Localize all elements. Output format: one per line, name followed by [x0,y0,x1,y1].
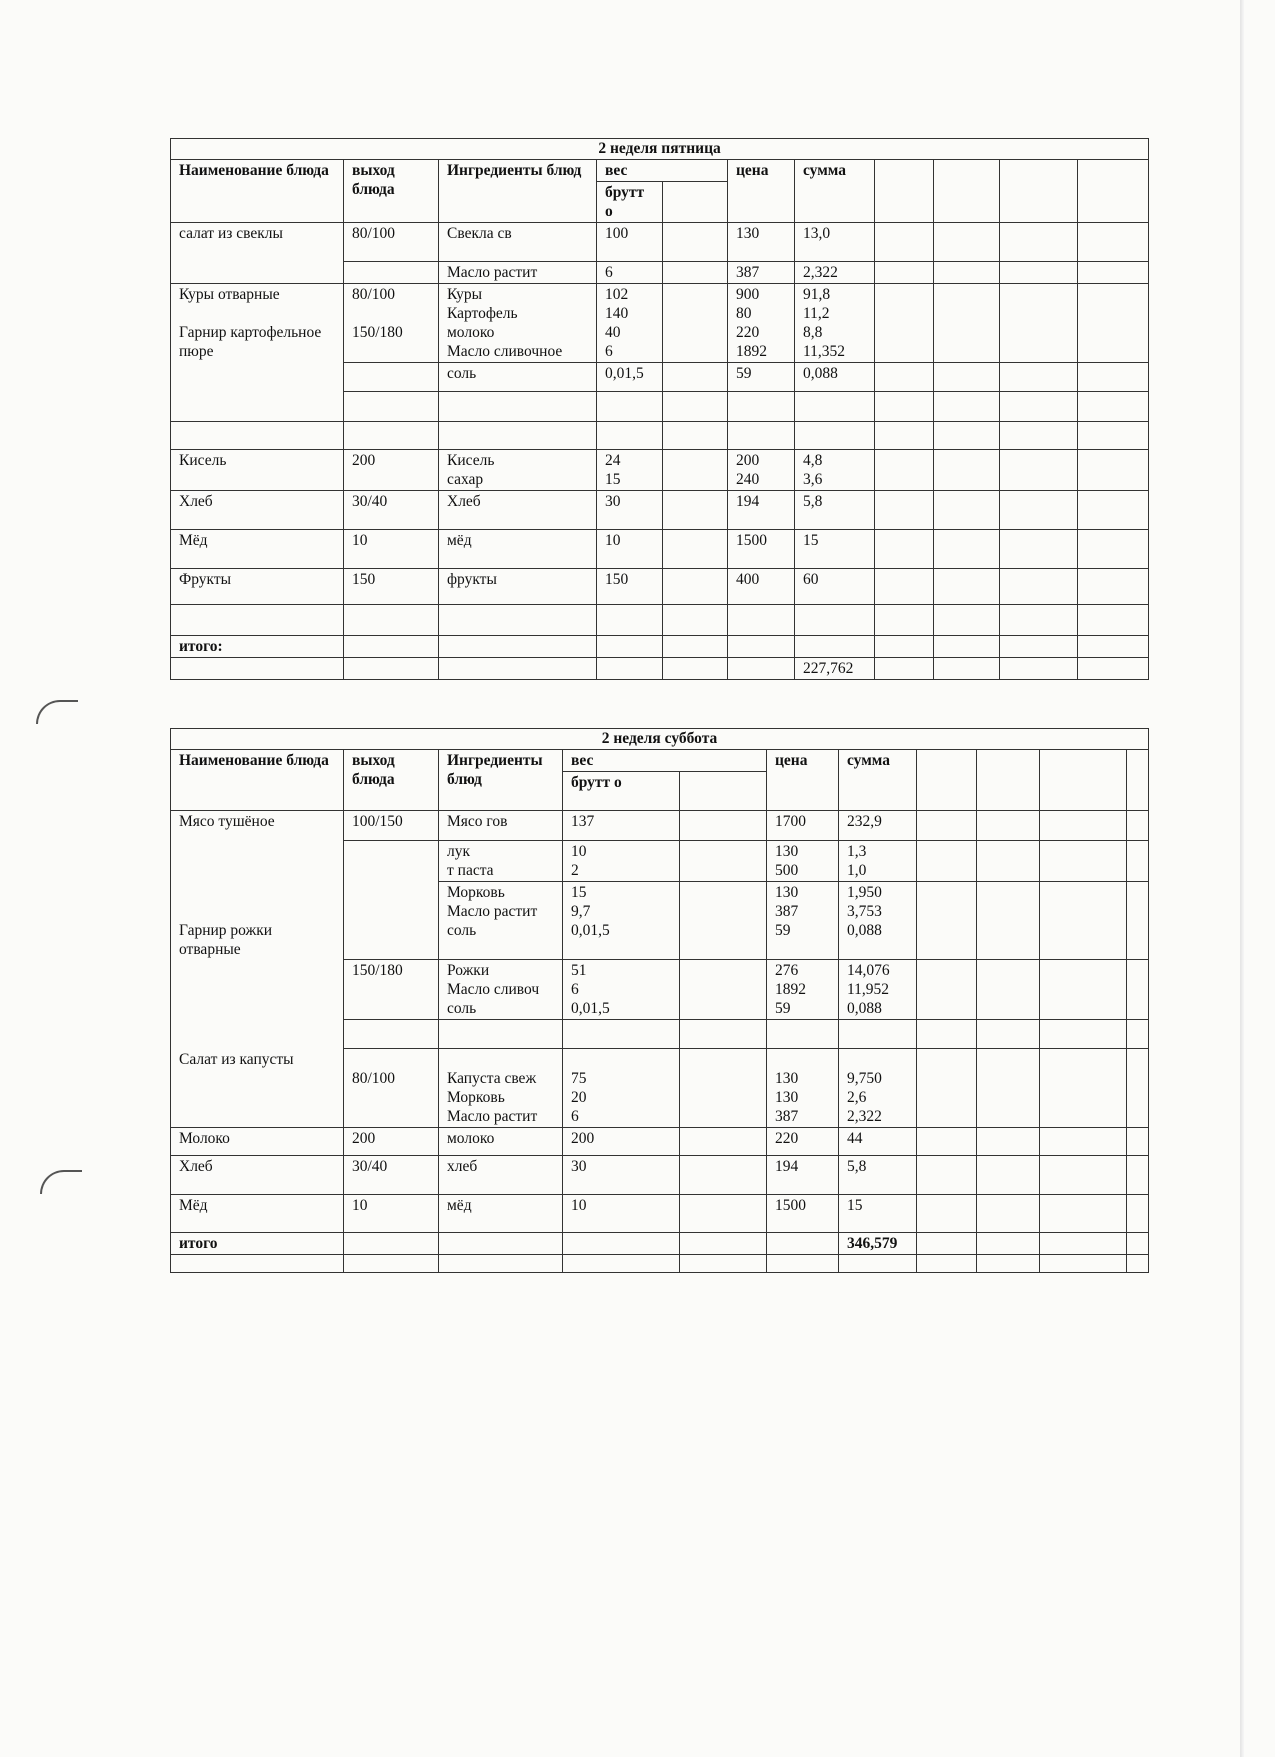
empty-cell [1000,658,1078,680]
empty-cell [934,160,1000,223]
ingredients [439,422,597,450]
empty-cell [1040,1156,1127,1195]
price: 130 [728,223,795,262]
sum [795,392,875,422]
empty-cell [934,223,1000,262]
empty-cell [875,636,934,658]
empty-cell [439,1233,563,1255]
empty-cell [934,605,1000,636]
empty-cell [663,450,728,491]
dish-name: Гарнир рожки отварные [171,882,344,960]
header-sum: сумма [795,160,875,223]
empty-cell [663,392,728,422]
empty-cell [934,530,1000,569]
price: 130 500 [767,841,839,882]
friday-table-title: 2 неделя пятница [171,139,1149,160]
dish-name [171,605,344,636]
ingredients: мёд [439,530,597,569]
empty-cell [597,636,663,658]
weight [597,392,663,422]
empty-cell [977,841,1040,882]
weight [597,605,663,636]
sum: 1,950 3,753 0,088 [839,882,917,960]
dish-output: 30/40 [344,491,439,530]
empty-cell [680,1255,767,1273]
empty-cell [917,1255,977,1273]
ingredients [439,1020,563,1049]
dish-output [344,422,439,450]
empty-cell [1000,363,1078,392]
empty-cell [680,811,767,841]
empty-cell [917,1049,977,1128]
empty-cell [1040,1233,1127,1255]
empty-cell [1000,636,1078,658]
weight [597,422,663,450]
price: 200 240 [728,450,795,491]
empty-cell [875,392,934,422]
dish-output: 80/100 [344,1049,439,1128]
sum: 15 [839,1195,917,1233]
dish-name: Кисель [171,450,344,491]
price: 276 1892 59 [767,960,839,1020]
price [728,392,795,422]
empty-cell [839,1255,917,1273]
empty-cell [1078,422,1149,450]
empty-cell [1127,1156,1149,1195]
empty-cell [1040,750,1127,811]
weight: 10 [563,1195,680,1233]
sum: 14,076 11,952 0,088 [839,960,917,1020]
empty-cell [1000,223,1078,262]
ingredients: соль [439,363,597,392]
empty-cell [344,1255,439,1273]
dish-output: 200 [344,450,439,491]
ingredients: Капуста свеж Морковь Масло растит [439,1049,563,1128]
empty-cell [977,811,1040,841]
empty-cell [977,1195,1040,1233]
empty-cell [680,1195,767,1233]
empty-cell [1127,1255,1149,1273]
dish-output [344,605,439,636]
ingredients: фрукты [439,569,597,605]
empty-cell [934,658,1000,680]
price: 1500 [767,1195,839,1233]
price: 220 [767,1128,839,1156]
ingredients: Хлеб [439,491,597,530]
empty-cell [663,658,728,680]
ingredients: Масло растит [439,262,597,284]
ingredients: Куры Картофель молоко Масло сливочное [439,284,597,363]
dish-name: Мёд [171,530,344,569]
header-gross: брутт о [597,182,663,223]
empty-cell [977,960,1040,1020]
empty-cell [934,262,1000,284]
empty-cell [171,1255,344,1273]
dish-output: 150 [344,569,439,605]
dish-output [344,363,439,392]
price: 130 130 387 [767,1049,839,1128]
price: 400 [728,569,795,605]
header-name: Наименование блюда [171,750,344,811]
saturday-menu-table [170,728,1149,1273]
empty-cell [1000,262,1078,284]
sum: 15 [795,530,875,569]
empty-cell [1127,811,1149,841]
empty-cell [563,1255,680,1273]
empty-cell [728,658,795,680]
header-weight: вес [597,160,728,182]
price [767,1020,839,1049]
header-sum: сумма [839,750,917,811]
punch-hole-mark-top [36,700,78,724]
header-output: выход блюда [344,160,439,223]
dish-name: Салат из капусты [171,1049,344,1128]
empty-cell [875,450,934,491]
empty-cell [934,284,1000,363]
empty-cell [680,960,767,1020]
weight: 150 [597,569,663,605]
dish-name: Хлеб [171,1156,344,1195]
empty-cell [344,658,439,680]
empty-cell [663,605,728,636]
empty-cell [875,363,934,392]
empty-cell [1127,841,1149,882]
empty-cell [597,658,663,680]
empty-cell [1040,1128,1127,1156]
price: 194 [728,491,795,530]
empty-cell [439,636,597,658]
total-sum: 227,762 [795,658,875,680]
empty-cell [875,605,934,636]
empty-cell [977,1233,1040,1255]
sum: 44 [839,1128,917,1156]
header-weight: вес [563,750,767,772]
empty-cell [934,422,1000,450]
weight: 30 [563,1156,680,1195]
empty-cell [917,1195,977,1233]
sum: 232,9 [839,811,917,841]
empty-cell [680,1020,767,1049]
weight: 100 [597,223,663,262]
empty-cell [917,1128,977,1156]
dish-output: 10 [344,530,439,569]
empty-cell [875,422,934,450]
empty-cell [977,750,1040,811]
empty-cell [1000,605,1078,636]
empty-cell [1078,658,1149,680]
dish-name [171,1020,344,1049]
dish-name [171,960,344,1020]
empty-cell [1127,1128,1149,1156]
dish-output [344,882,439,960]
dish-output [344,1020,439,1049]
weight: 6 [597,262,663,284]
empty-cell [1078,530,1149,569]
dish-output: 150/180 [344,960,439,1020]
dish-name: Мёд [171,1195,344,1233]
empty-cell [663,530,728,569]
empty-cell [680,772,767,811]
empty-cell [1127,960,1149,1020]
empty-cell [1078,605,1149,636]
ingredients: лук т паста [439,841,563,882]
dish-output: 200 [344,1128,439,1156]
dish-output [344,392,439,422]
punch-hole-mark-bottom [40,1170,82,1194]
empty-cell [1078,569,1149,605]
sum: 1,3 1,0 [839,841,917,882]
empty-cell [680,1156,767,1195]
empty-cell [663,262,728,284]
empty-cell [1040,960,1127,1020]
ingredients: Мясо гов [439,811,563,841]
price: 1700 [767,811,839,841]
empty-cell [875,569,934,605]
empty-cell [934,450,1000,491]
empty-cell [663,223,728,262]
dish-name: Куры отварные Гарнир картофельное пюре [171,284,344,363]
weight: 24 15 [597,450,663,491]
empty-cell [1040,811,1127,841]
empty-cell [1040,1020,1127,1049]
empty-cell [439,658,597,680]
empty-cell [875,530,934,569]
header-ingredients: Ингредиенты блюд [439,750,563,811]
empty-cell [977,882,1040,960]
dish-output: 80/100 150/180 [344,284,439,363]
empty-cell [934,569,1000,605]
dish-output: 30/40 [344,1156,439,1195]
empty-cell [1078,491,1149,530]
empty-cell [1040,1195,1127,1233]
dish-name: Фрукты [171,569,344,605]
saturday-table-title: 2 неделя суббота [171,729,1149,750]
empty-cell [977,1128,1040,1156]
sum [795,605,875,636]
header-name: Наименование блюда [171,160,344,223]
header-ingredients: Ингредиенты блюд [439,160,597,223]
empty-cell [917,1156,977,1195]
price: 1500 [728,530,795,569]
header-output: выход блюда [344,750,439,811]
sum: 9,750 2,6 2,322 [839,1049,917,1128]
empty-cell [767,1255,839,1273]
total-sum: 346,579 [839,1233,917,1255]
empty-cell [663,363,728,392]
empty-cell [439,1255,563,1273]
empty-cell [680,1049,767,1128]
weight [563,1020,680,1049]
empty-cell [934,392,1000,422]
weight: 30 [597,491,663,530]
empty-cell [767,1233,839,1255]
empty-cell [344,636,439,658]
scan-edge [1240,0,1244,1757]
ingredients: хлеб [439,1156,563,1195]
dish-output: 10 [344,1195,439,1233]
header-price: цена [767,750,839,811]
empty-cell [344,1233,439,1255]
empty-cell [875,284,934,363]
empty-cell [1078,262,1149,284]
empty-cell [680,1128,767,1156]
empty-cell [1078,636,1149,658]
empty-cell [977,1156,1040,1195]
dish-name [171,262,344,284]
empty-cell [934,636,1000,658]
empty-cell [934,491,1000,530]
empty-cell [1000,569,1078,605]
empty-cell [1000,284,1078,363]
ingredients: Морковь Масло растит соль [439,882,563,960]
empty-cell [680,882,767,960]
empty-cell [1078,450,1149,491]
empty-cell [1127,1049,1149,1128]
total-label: итого [171,1233,344,1255]
empty-cell [917,1233,977,1255]
price: 130 387 59 [767,882,839,960]
sum: 2,322 [795,262,875,284]
empty-cell [875,160,934,223]
empty-cell [1000,422,1078,450]
weight: 200 [563,1128,680,1156]
header-gross: брутт о [563,772,680,811]
header-price: цена [728,160,795,223]
ingredients: Свекла св [439,223,597,262]
empty-cell [1127,1020,1149,1049]
empty-cell [1078,392,1149,422]
sum: 91,8 11,2 8,8 11,352 [795,284,875,363]
dish-name: Хлеб [171,491,344,530]
empty-cell [1127,1233,1149,1255]
empty-cell [934,363,1000,392]
sum: 4,8 3,6 [795,450,875,491]
ingredients [439,392,597,422]
empty-cell [663,422,728,450]
empty-cell [1040,1049,1127,1128]
empty-cell [1040,841,1127,882]
sum [795,422,875,450]
empty-cell [1078,284,1149,363]
ingredients: молоко [439,1128,563,1156]
empty-cell [663,636,728,658]
weight: 137 [563,811,680,841]
dish-name [171,392,344,422]
dish-name [171,363,344,392]
total-label: итого: [171,636,344,658]
weight: 75 20 6 [563,1049,680,1128]
sum: 5,8 [795,491,875,530]
sum: 60 [795,569,875,605]
empty-cell [917,960,977,1020]
dish-name: салат из свеклы [171,223,344,262]
sum: 5,8 [839,1156,917,1195]
empty-cell [1078,160,1149,223]
empty-cell [1000,450,1078,491]
weight: 10 2 [563,841,680,882]
empty-cell [663,182,728,223]
empty-cell [1127,750,1149,811]
dish-name [171,841,344,882]
empty-cell [1040,1255,1127,1273]
dish-output [344,262,439,284]
price: 194 [767,1156,839,1195]
empty-cell [663,284,728,363]
sum: 0,088 [795,363,875,392]
dish-name: Молоко [171,1128,344,1156]
empty-cell [680,1233,767,1255]
empty-cell [1127,1195,1149,1233]
weight: 51 6 0,01,5 [563,960,680,1020]
empty-cell [875,658,934,680]
dish-output [344,841,439,882]
dish-name [171,422,344,450]
friday-menu-table [170,138,1149,680]
empty-cell [917,841,977,882]
empty-cell [977,1049,1040,1128]
empty-cell [917,750,977,811]
price: 59 [728,363,795,392]
empty-cell [917,811,977,841]
price: 900 80 220 1892 [728,284,795,363]
empty-cell [680,841,767,882]
empty-cell [171,658,344,680]
price [728,422,795,450]
empty-cell [663,491,728,530]
ingredients: мёд [439,1195,563,1233]
empty-cell [917,882,977,960]
empty-cell [563,1233,680,1255]
dish-output: 100/150 [344,811,439,841]
weight: 102 140 40 6 [597,284,663,363]
empty-cell [728,636,795,658]
weight: 10 [597,530,663,569]
empty-cell [795,636,875,658]
empty-cell [1078,363,1149,392]
dish-name: Мясо тушёное [171,811,344,841]
dish-output: 80/100 [344,223,439,262]
weight: 0,01,5 [597,363,663,392]
empty-cell [917,1020,977,1049]
empty-cell [1000,392,1078,422]
weight: 15 9,7 0,01,5 [563,882,680,960]
ingredients: Кисель сахар [439,450,597,491]
empty-cell [1078,223,1149,262]
ingredients: Рожки Масло сливоч соль [439,960,563,1020]
empty-cell [977,1020,1040,1049]
empty-cell [875,491,934,530]
empty-cell [1127,882,1149,960]
empty-cell [1000,491,1078,530]
sum: 13,0 [795,223,875,262]
empty-cell [1000,530,1078,569]
empty-cell [1040,882,1127,960]
price: 387 [728,262,795,284]
empty-cell [1000,160,1078,223]
empty-cell [977,1255,1040,1273]
empty-cell [663,569,728,605]
price [728,605,795,636]
empty-cell [875,262,934,284]
ingredients [439,605,597,636]
empty-cell [875,223,934,262]
sum [839,1020,917,1049]
